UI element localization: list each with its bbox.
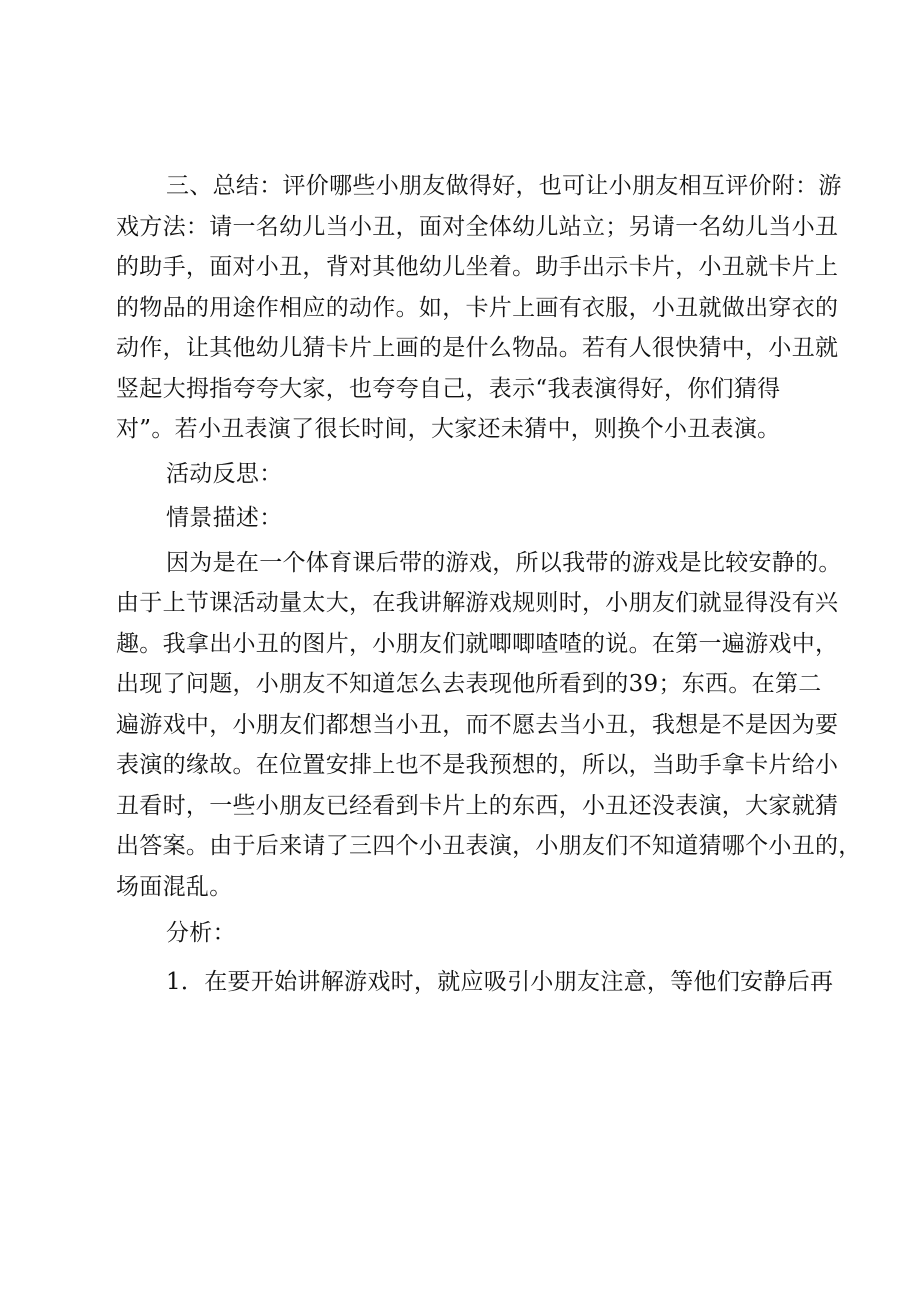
text-line: 的物品的用途作相应的动作。如，卡片上画有衣服，小丑就做出穿衣的 [116,294,839,321]
text-line: 竖起大拇指夸夸大家，也夸夸自己，表示“我表演得好，你们猜得 [116,375,781,402]
section-heading: 活动反思： [166,460,283,487]
heading-analysis [116,913,836,954]
text-line: 遍游戏中，小朋友们都想当小丑，而不愿去当小丑，我想是不是因为要 [116,711,839,738]
text-line: 对”。若小丑表演了很长时间，大家还未猜中，则换个小丑表演。 [116,416,781,442]
heading-scene-description [116,498,836,539]
text-line: 戏方法：请一名幼儿当小丑，面对全体幼儿站立；另请一名幼儿当小丑 [116,213,839,240]
text-line: 出现了问题，小朋友不知道怎么去表现他所看到的39；东西。在第二 [116,671,822,697]
section-heading: 分析： [166,920,236,946]
text-line: 的助手，面对小丑，背对其他幼儿坐着。助手出示卡片，小丑就卡片上 [116,254,839,280]
paragraph-analysis-item-1 [116,962,836,1003]
text-line: 表演的缘故。在位置安排上也不是我预想的，所以，当助手拿卡片给小 [116,752,839,778]
text-line: 因为是在一个体育课后带的游戏，所以我带的游戏是比较安静的。 [166,549,842,576]
text-line: 丑看时，一些小朋友已经看到卡片上的东西，小丑还没表演，大家就猜 [116,792,839,819]
paragraph-summary [116,166,842,450]
text-line: 场面混乱。 [116,873,233,900]
section-heading: 情景描述： [166,505,283,531]
text-line: 动作，让其他幼儿猜卡片上画的是什么物品。若有人很快猜中，小丑就 [116,335,839,361]
document-body [116,166,862,1002]
text-line: 由于上节课活动量太大，在我讲解游戏规则时，小朋友们就显得没有兴 [116,590,839,616]
text-line: 1．在要开始讲解游戏时，就应吸引小朋友注意，等他们安静后再 [166,968,834,995]
text-line: 趣。我拿出小丑的图片，小朋友们就唧唧喳喳的说。在第一遍游戏中， [116,630,839,657]
text-line: 出答案。由于后来请了三四个小丑表演，小朋友们不知道猜哪个小丑的， [116,833,862,859]
paragraph-scene [116,543,862,908]
text-line: 三、总结：评价哪些小朋友做得好，也可让小朋友相互评价附：游 [166,173,842,199]
heading-activity-reflection [116,454,836,495]
